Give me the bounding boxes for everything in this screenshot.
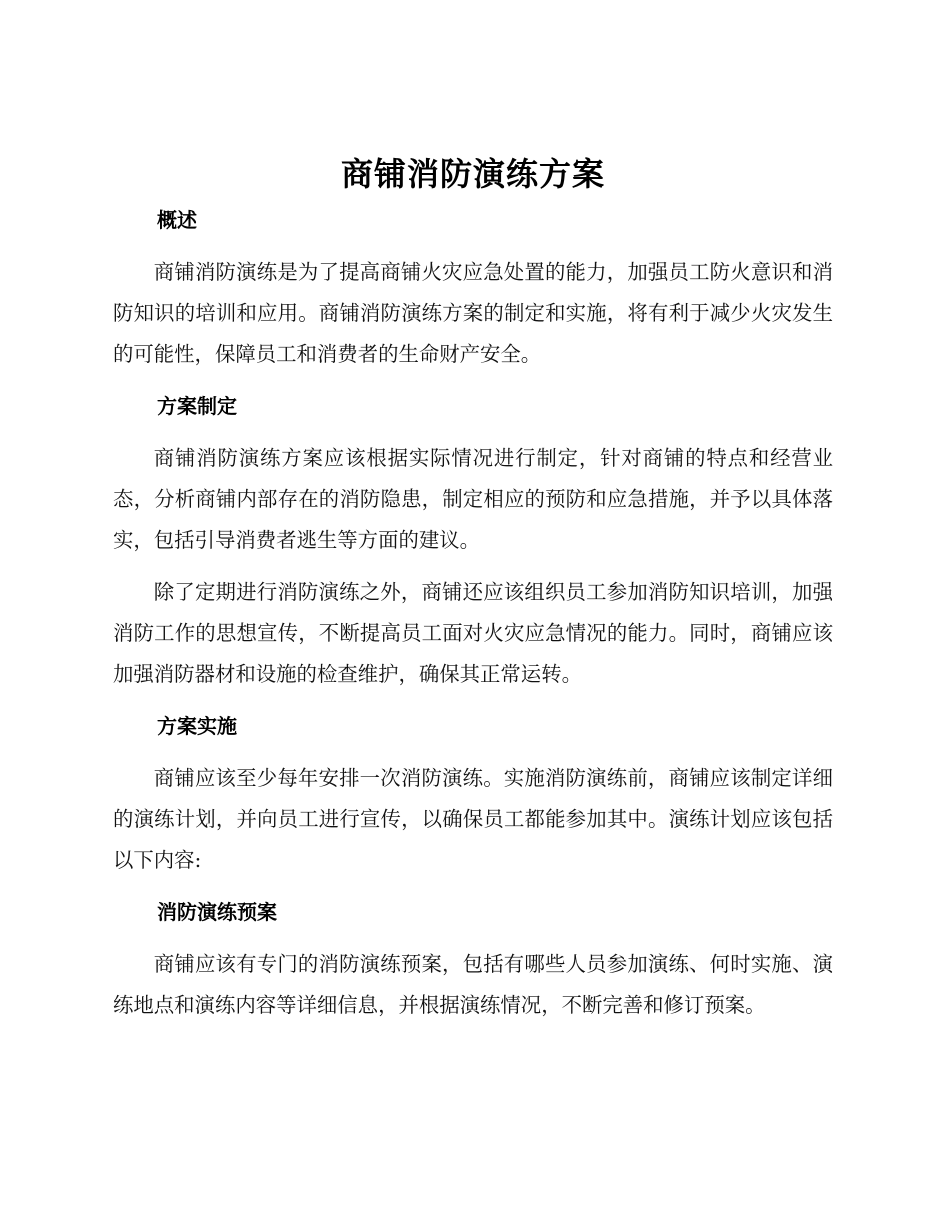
section-paragraph: 商铺消防演练是为了提高商铺火灾应急处置的能力，加强员工防火意识和消防知识的培训和应用。商铺消防演练方案的制定和实施，将有利于减少火灾发生的可能性，保障员工和消费者的生命财产安全。 xyxy=(113,260,833,366)
section-paragraph: 除了定期进行消防演练之外，商铺还应该组织员工参加消防知识培训，加强消防工作的思想宣传，不断提高员工面对火灾应急情况的能力。同时，商铺应该加强消防器材和设施的检查维护，确保其正常运转。 xyxy=(113,580,833,686)
section-paragraph: 商铺应该有专门的消防演练预案，包括有哪些人员参加演练、何时实施、演练地点和演练内容等详细信息，并根据演练情况，不断完善和修订预案。 xyxy=(113,952,833,1017)
section-heading: 方案制定 xyxy=(157,394,237,418)
section-heading: 概述 xyxy=(157,208,197,232)
section-plan-implementation xyxy=(113,706,833,892)
section-overview xyxy=(113,200,833,386)
section-plan-formulation xyxy=(113,386,833,706)
section-paragraph: 商铺应该至少每年安排一次消防演练。实施消防演练前，商铺应该制定详细的演练计划，并向员工进行宣传，以确保员工都能参加其中。演练计划应该包括以下内容: xyxy=(113,766,833,872)
section-drill-contingency-plan xyxy=(113,892,833,1026)
document-content xyxy=(113,148,833,1026)
section-paragraph: 商铺消防演练方案应该根据实际情况进行制定，针对商铺的特点和经营业态，分析商铺内部存在的消防隐患，制定相应的预防和应急措施，并予以具体落实，包括引导消费者逃生等方面的建议。 xyxy=(113,446,833,552)
document-title: 商铺消防演练方案 xyxy=(340,155,605,193)
section-heading: 消防演练预案 xyxy=(157,900,277,924)
section-heading: 方案实施 xyxy=(157,714,237,738)
